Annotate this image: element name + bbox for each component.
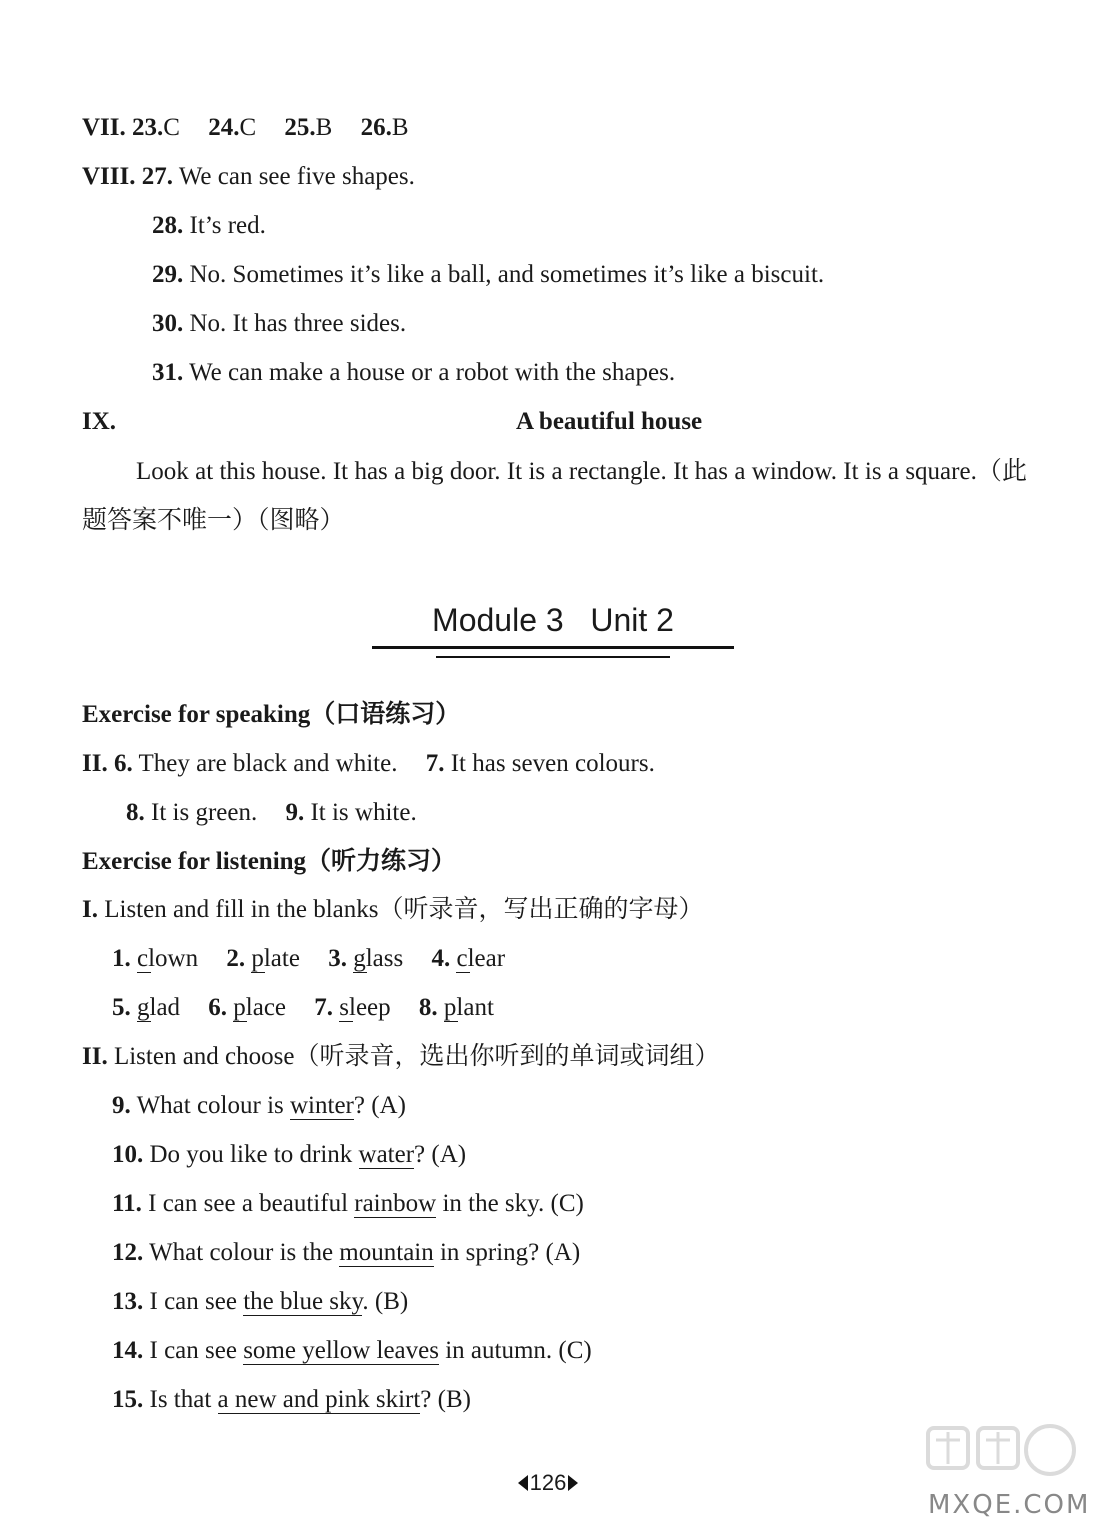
listening-part2-title xyxy=(82,1041,719,1073)
question-number: 4. xyxy=(431,945,451,972)
section-number: VIII. xyxy=(82,163,136,190)
question-number: 9. xyxy=(112,1092,131,1119)
answer: It has seven colours. xyxy=(450,750,655,777)
underlined-answer: winter xyxy=(290,1092,354,1119)
question-number: 30. xyxy=(152,310,184,337)
question-number: 29. xyxy=(152,261,184,288)
word-rest: lant xyxy=(456,994,494,1021)
filled-letter: g xyxy=(353,943,366,975)
answer-line-30 xyxy=(152,308,406,340)
filled-letter: c xyxy=(456,943,467,975)
filled-letter: c xyxy=(137,943,148,975)
section-number: II. xyxy=(82,1043,108,1070)
speaking-line-2 xyxy=(126,797,417,829)
filled-letter: p xyxy=(233,992,246,1024)
question-number: 10. xyxy=(112,1141,144,1168)
sentence-end: in spring? (A) xyxy=(433,1239,581,1266)
filled-letter: g xyxy=(137,992,150,1024)
answer: It is white. xyxy=(310,799,417,826)
question-number: 8. xyxy=(418,994,438,1021)
watermark-text: MXQE.COM xyxy=(928,1490,1091,1520)
fill-blanks-row-1 xyxy=(112,943,505,975)
sentence-end: in autumn. (C) xyxy=(438,1337,592,1364)
heading-rule-thin xyxy=(436,656,670,658)
word-rest: lass xyxy=(365,945,404,972)
question-number: 6. xyxy=(113,750,133,777)
choose-item-12 xyxy=(112,1237,580,1269)
instruction: Listen and fill in the blanks（听录音，写出正确的字母） xyxy=(104,896,704,923)
section-number: IX. xyxy=(82,408,117,435)
question-number: 24. xyxy=(208,114,240,141)
sentence-start: Is that xyxy=(149,1386,218,1413)
sentence-end: ? (A) xyxy=(353,1092,406,1119)
question-number: 25. xyxy=(284,114,316,141)
underlined-answer: some yellow leaves xyxy=(243,1337,439,1364)
sentence-end: in the sky. (C) xyxy=(436,1190,584,1217)
underlined-answer: a new and pink skirt xyxy=(217,1386,421,1413)
sentence-end: . (B) xyxy=(362,1288,409,1315)
module-title: Module 3 xyxy=(432,602,564,638)
question-number: 15. xyxy=(112,1386,144,1413)
sentence-start: What colour is the xyxy=(149,1239,340,1266)
filled-letter: s xyxy=(339,992,349,1024)
sentence-start: I can see xyxy=(149,1288,244,1315)
listening-part1-title xyxy=(82,894,704,926)
answer: We can see five shapes. xyxy=(178,163,415,190)
question-number: 2. xyxy=(226,945,246,972)
speaking-heading: Exercise for speaking（口语练习） xyxy=(82,701,461,728)
answer: They are black and white. xyxy=(138,750,398,777)
essay-title: A beautiful house xyxy=(516,408,703,435)
answer-line-29 xyxy=(152,259,824,291)
speaking-line-1 xyxy=(82,748,655,780)
heading-rule xyxy=(372,646,734,649)
right-arrow-icon xyxy=(568,1475,578,1491)
question-number: 8. xyxy=(126,799,145,826)
answer: No. Sometimes it’s like a ball, and sometimes it’s like a biscuit. xyxy=(189,261,825,288)
underlined-answer: mountain xyxy=(339,1239,434,1266)
question-number: 14. xyxy=(112,1337,144,1364)
fill-blanks-row-2 xyxy=(112,992,494,1024)
question-number: 27. xyxy=(141,163,173,190)
instruction: Listen and choose（听录音，选出你听到的单词或词组） xyxy=(113,1043,720,1070)
sentence-start: I can see xyxy=(149,1337,244,1364)
essay-body: Look at this house. It has a big door. It is a rectangle. It has a window. It is a square.（此题答案不唯一）（图略） xyxy=(82,458,1027,534)
answer: We can make a house or a robot with the shapes. xyxy=(189,359,676,386)
choose-item-11 xyxy=(112,1188,584,1220)
answer-line-27 xyxy=(82,161,415,193)
underlined-answer: water xyxy=(358,1141,415,1168)
sentence-start: Do you like to drink xyxy=(149,1141,359,1168)
word-rest: leep xyxy=(349,994,391,1021)
answer-line-vii xyxy=(82,112,409,144)
answer-line-28 xyxy=(152,210,266,242)
question-number: 28. xyxy=(152,212,184,239)
question-number: 3. xyxy=(328,945,347,972)
choose-item-10 xyxy=(112,1139,466,1171)
underlined-answer: rainbow xyxy=(354,1190,437,1217)
listening-heading: Exercise for listening（听力练习） xyxy=(82,848,457,875)
choose-item-14 xyxy=(112,1335,592,1367)
page-number-text: 126 xyxy=(529,1470,567,1495)
word-rest: late xyxy=(263,945,300,972)
question-number: 9. xyxy=(285,799,305,826)
question-number: 6. xyxy=(208,994,228,1021)
answer-line-31 xyxy=(152,357,675,389)
left-arrow-icon xyxy=(518,1475,528,1491)
sentence-end: ? (A) xyxy=(414,1141,467,1168)
answer: It is green. xyxy=(151,799,258,826)
choose-item-15 xyxy=(112,1384,471,1416)
sentence-start: I can see a beautiful xyxy=(148,1190,355,1217)
sentence-start: What colour is xyxy=(136,1092,290,1119)
word-rest: lown xyxy=(148,945,199,972)
question-number: 26. xyxy=(360,114,392,141)
sentence-end: ? (B) xyxy=(420,1386,471,1413)
question-number: 23. xyxy=(132,114,164,141)
section-number: II. xyxy=(82,750,108,777)
question-number: 13. xyxy=(112,1288,144,1315)
word-rest: lace xyxy=(245,994,287,1021)
question-number: 7. xyxy=(425,750,445,777)
answer: C xyxy=(163,114,180,141)
word-rest: lear xyxy=(467,945,506,972)
question-number: 11. xyxy=(112,1190,142,1217)
choose-item-9 xyxy=(112,1090,406,1122)
answer: No. It has three sides. xyxy=(189,310,407,337)
answer: B xyxy=(315,114,333,141)
question-number: 31. xyxy=(152,359,184,386)
underlined-answer: the blue sky xyxy=(243,1288,363,1315)
choose-item-13 xyxy=(112,1286,408,1318)
filled-letter: p xyxy=(251,943,264,975)
answer: B xyxy=(391,114,409,141)
filled-letter: p xyxy=(444,992,457,1024)
question-number: 1. xyxy=(112,945,131,972)
word-rest: lad xyxy=(149,994,181,1021)
section-number: I. xyxy=(82,896,98,923)
answer: C xyxy=(239,114,257,141)
question-number: 12. xyxy=(112,1239,144,1266)
answer: It’s red. xyxy=(189,212,266,239)
section-number: VII. xyxy=(82,114,126,141)
module-heading xyxy=(372,600,734,640)
unit-title: Unit 2 xyxy=(590,602,674,638)
question-number: 7. xyxy=(314,994,334,1021)
question-number: 5. xyxy=(112,994,131,1021)
